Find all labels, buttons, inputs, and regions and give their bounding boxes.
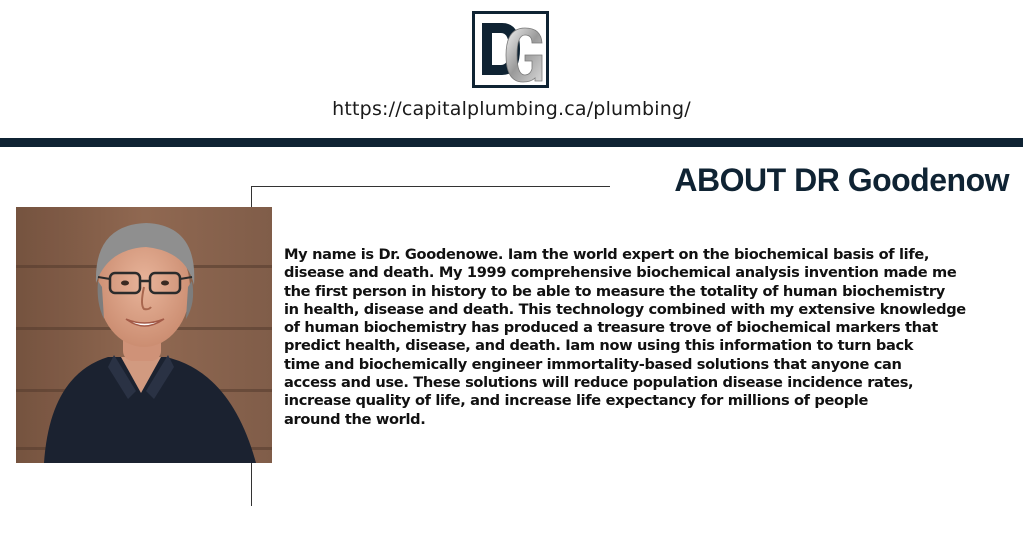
bio-line: My name is Dr. Goodenowe. Iam the world expert on the biochemical basis of life,	[284, 246, 930, 263]
bio-line: access and use. These solutions will reduce population disease incidence rates,	[284, 374, 914, 392]
dg-logo	[472, 11, 549, 88]
bio-line: increase quality of life, and increase life expectancy for millions of people	[284, 392, 869, 410]
bio-line: disease and death. My 1999 comprehensive biochemical analysis invention made me	[284, 264, 957, 282]
header-divider	[0, 138, 1023, 147]
bio-line: around the world.	[284, 410, 426, 428]
bio-line: time and biochemically engineer immortality-based solutions that anyone can	[284, 355, 902, 373]
frame-top-line	[251, 186, 610, 187]
bio-line: in health, disease and death. This technology combined with my extensive knowledge	[284, 300, 966, 318]
site-url[interactable]: https://capitalplumbing.ca/plumbing/	[332, 98, 691, 120]
bio-line: the first person in history to be able to measure the totality of human biochemistry	[284, 282, 945, 300]
bio-line: predict health, disease, and death. Iam now using this information to turn back	[284, 337, 914, 355]
bio-line: of human biochemistry has produced a treasure trove of biochemical markers that	[284, 319, 938, 337]
portrait-photo	[16, 207, 272, 463]
bio-paragraph	[284, 246, 1022, 429]
section-title: ABOUT DR Goodenow	[674, 162, 1009, 198]
